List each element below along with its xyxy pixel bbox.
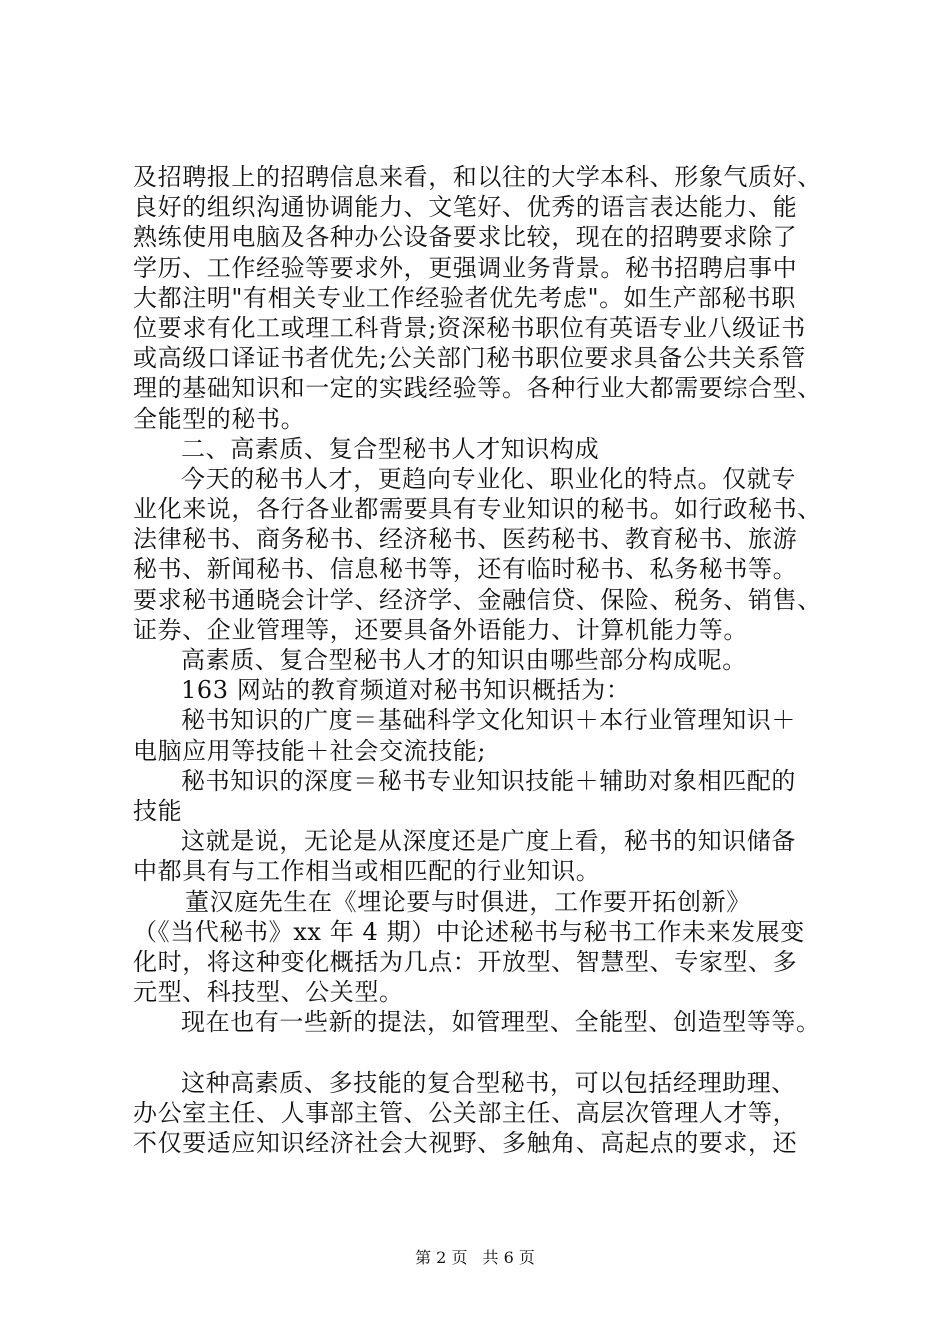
text-line: 熟练使用电脑及各种办公设备要求比较，现在的招聘要求除了: [133, 223, 798, 252]
text-line: 这就是说，无论是从深度还是广度上看，秘书的知识储备: [181, 827, 796, 856]
text-line: （《当代秘书》xx 年 4 期）中论述秘书与秘书工作未来发展变: [133, 917, 805, 946]
text-line: 今天的秘书人才，更趋向专业化、职业化的特点。仅就专: [181, 464, 796, 493]
text-line: 法律秘书、商务秘书、经济秘书、医药秘书、教育秘书、旅游: [133, 525, 798, 554]
text-line: 中都具有与工作相当或相匹配的行业知识。: [133, 857, 601, 886]
text-line: 元型、科技型、公关型。: [133, 978, 404, 1007]
text-line: 163 网站的教育频道对秘书知识概括为：: [181, 676, 631, 705]
text-line: 证券、企业管理等，还要具备外语能力、计算机能力等。: [133, 615, 748, 644]
text-line: 化时，将这种变化概括为几点：开放型、智慧型、专家型、多: [133, 947, 798, 976]
text-line: 大都注明"有相关专业工作经验者优先考虑"。如生产部秘书职: [133, 283, 796, 312]
text-line: 要求秘书通晓会计学、经济学、金融信贷、保险、税务、销售、: [133, 585, 822, 614]
text-line: 秘书知识的深度＝秘书专业知识技能＋辅助对象相匹配的: [181, 766, 796, 795]
text-line: 高素质、复合型秘书人才的知识由哪些部分构成呢。: [181, 646, 747, 674]
page-number: 第 2 页: [415, 1248, 468, 1267]
text-line: 这种高素质、多技能的复合型秘书，可以包括经理助理、: [181, 1068, 796, 1097]
page-footer: [0, 1245, 950, 1268]
text-line: 良好的组织沟通协调能力、文笔好、优秀的语言表达能力、能: [133, 193, 798, 222]
text-line: 技能: [133, 796, 183, 825]
text-line: 秘书知识的广度＝基础科学文化知识＋本行业管理知识＋: [181, 706, 796, 735]
text-line: 位要求有化工或理工科背景;资深秘书职位有英语专业八级证书: [133, 313, 806, 342]
text-line: 及招聘报上的招聘信息来看，和以往的大学本科、形象气质好、: [133, 163, 822, 191]
text-line: 董汉庭先生在《埋论要与时俱进，工作要开拓创新》: [185, 887, 751, 916]
text-line: 学历、工作经验等要求外，更强调业务背景。秘书招聘启事中: [133, 253, 798, 282]
page-total: 共 6 页: [482, 1248, 535, 1267]
section-heading: 二、高素质、复合型秘书人才知识构成: [181, 434, 600, 463]
text-line: 或高级口译证书者优先;公关部门秘书职位要求具备公共关系管: [133, 344, 806, 373]
text-line: 秘书、新闻秘书、信息秘书等，还有临时秘书、私务秘书等。: [133, 555, 798, 584]
text-line: 现在也有一些新的提法，如管理型、全能型、创造型等等。: [181, 1008, 821, 1037]
blank-line: [133, 1037, 853, 1067]
text-line: 电脑应用等技能＋社会交流技能;: [133, 736, 487, 765]
body-text: [133, 162, 853, 1158]
text-line: 办公室主任、人事部主管、公关部主任、高层次管理人才等，: [133, 1098, 798, 1127]
text-line: 理的基础知识和一定的实践经验等。各种行业大都需要综合型、: [133, 374, 822, 403]
text-line: 业化来说，各行各业都需要具有专业知识的秘书。如行政秘书、: [133, 495, 822, 524]
text-line: 全能型的秘书。: [133, 404, 306, 433]
text-line: 不仅要适应知识经济社会大视野、多触角、高起点的要求，还: [133, 1129, 798, 1157]
